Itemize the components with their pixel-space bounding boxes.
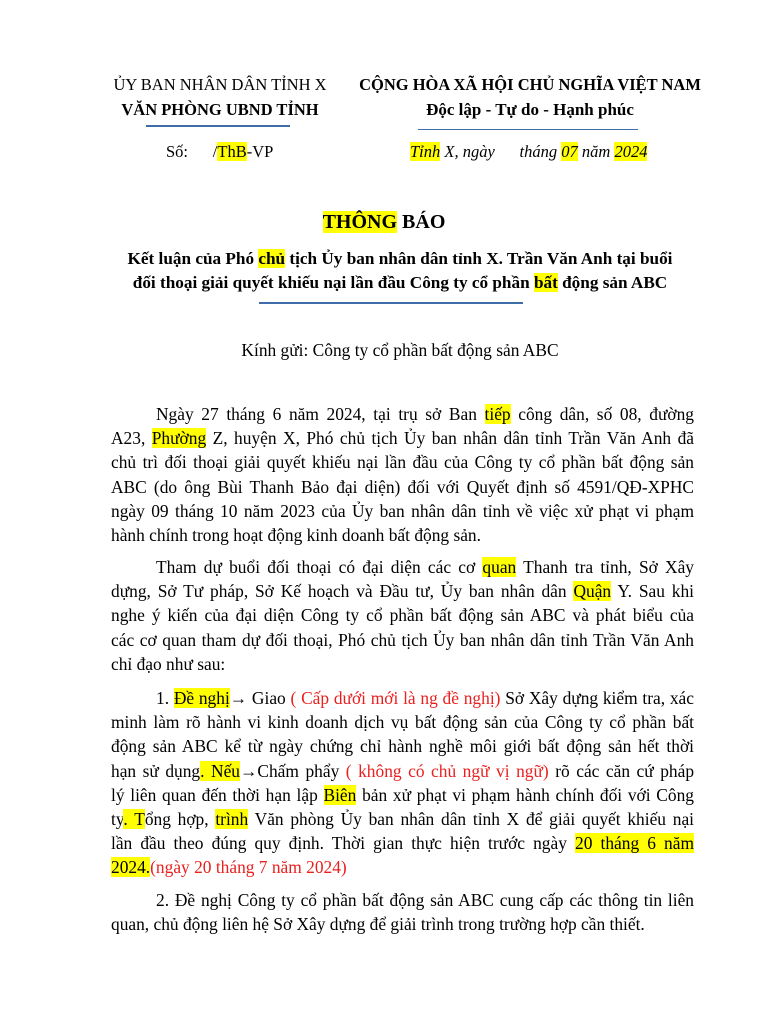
p3-l7b: 20 tháng 6 năm [575,833,694,854]
paragraph-1 [111,402,694,547]
p3-l6c: ổng hợp, [144,808,216,829]
p3-l4e: rõ các căn cứ pháp [548,760,695,781]
p3-l4c: →Chấm phẩy [240,760,346,781]
p3-l4a: hạn sử dụng [111,760,201,781]
p2-l2c: Y. Sau khi [611,581,694,602]
p3-l8b: (ngày 20 tháng 7 năm 2024) [150,857,347,878]
p1-l2c: Z, huyện X, Phó chủ tịch Ủy ban nhân dân tỉnh Trần Văn Anh đã [206,428,694,449]
p2-line-5: chỉ đạo như sau: [111,653,226,674]
motto-underline [418,129,638,130]
p3-l6e: Văn phòng Ủy ban nhân dân tỉnh X để giải quyết khiếu nại [248,808,694,829]
p3-l1a: 1. [156,688,174,708]
p1-line-1 [111,402,694,426]
p2-line-4: các cơ quan tham dự đối thoại, Phó chủ tịch Ủy ban nhân dân tỉnh Trần Văn Anh [111,629,694,650]
document-title [0,211,768,234]
p1-line-6: hành chính trong hoạt động kinh doanh bất động sản. [111,524,481,545]
place-and-date [410,142,647,162]
date-month: 07 [561,142,578,161]
subtitle-1c: tịch Ủy ban nhân dân tỉnh X. Trần Văn Anh tại buổi [285,249,673,268]
p1-l2b: Phường [151,428,207,449]
date-mid: X, ngày tháng [440,142,562,161]
p3-l1d: ( Cấp dưới mới là ng đề nghị) [290,688,501,708]
p3-l6b: . T [123,808,145,829]
recipient-line: Kính gửi: Công ty cổ phần bất động sản ABC [241,340,559,360]
p2-line-3: nghe ý kiến của đại diện Công ty cổ phần bất động sản ABC và phát biểu của [111,605,694,626]
p3-line-3: động sản ABC kể từ ngày chứng chỉ hành nghề môi giới bất động sản hết thời [111,736,694,757]
subtitle-2b: bất [533,273,558,292]
p3-l1c: → Giao [229,688,291,708]
title-word-2: BÁO [397,211,446,233]
document-subtitle-line-2 [0,273,768,293]
national-motto: Độc lập - Tự do - Hạnh phúc [426,100,634,119]
subtitle-underline [259,302,523,304]
date-year: 2024 [614,142,648,161]
p1-l2a: A23, [111,428,152,449]
paragraph-3 [111,686,694,880]
p3-line-6 [111,807,694,831]
p3-l5b: Biên [323,784,357,805]
ref-suffix: -VP [246,142,274,161]
p2-l1a: Tham dự buổi đối thoại có đại diện các cơ [156,557,483,577]
p3-l1e: Sở Xây dựng kiểm tra, xác [500,688,694,708]
p1-l1a: Ngày 27 tháng 6 năm 2024, tại trụ sở Ban [156,404,485,424]
date-place: Tỉnh [410,142,441,161]
p2-l2a: dựng, Sở Tư pháp, Sở Kế hoạch và Đầu tư, Ủy ban nhân dân [111,581,574,602]
title-word-1: THÔNG [322,211,398,233]
p3-l8a: 2024. [111,857,151,878]
p2-line-1 [111,555,694,579]
p4-line-2: quan, chủ động liên hệ Sở Xây dựng để giải trình trong trường hợp cần thiết. [111,914,645,935]
p3-l5c: bản xử phạt vi phạm hành chính đối với Công [356,784,694,805]
p3-l5a: lý liên quan đến thời hạn lập [111,784,324,805]
p3-line-8 [111,855,694,879]
ref-prefix: Số: / [166,142,218,161]
p1-l1b: tiếp [484,404,511,424]
document-number [166,142,273,162]
p3-line-1 [111,686,694,710]
p3-l4b: . Nếu [200,760,240,781]
p3-l1b: Đề nghị [173,688,230,708]
p3-line-7 [111,831,694,855]
p3-l6a: ty [111,808,124,829]
p3-line-2: minh làm rõ hành vi kinh doanh dịch vụ bất động sản của Công ty cổ phần bất [111,712,694,733]
p2-l2b: Quận [573,581,612,602]
issuer-underline [146,125,290,127]
p4-line-1: 2. Đề nghị Công ty cổ phần bất động sản ABC cung cấp các thông tin liên [156,890,694,910]
p1-l1c: công dân, số 08, đường [510,404,694,424]
p3-line-5 [111,783,694,807]
paragraph-4 [111,888,694,936]
national-title: CỘNG HÒA XÃ HỘI CHỦ NGHĨA VIỆT NAM [359,75,701,94]
subtitle-2c: động sản ABC [557,273,668,292]
p1-line-2 [111,426,694,450]
p2-l1c: Thanh tra tỉnh, Sở Xây [516,557,695,577]
p3-line-4 [111,759,694,783]
p1-line-5: ngày 09 tháng 10 năm 2023 của Ủy ban nhân dân tỉnh về việc xử phạt vi phạm [111,500,694,521]
p2-l1b: quan [482,557,517,577]
document-subtitle-line-1 [0,249,768,269]
subtitle-1b: chủ [258,249,286,268]
subtitle-1a: Kết luận của Phó [127,249,259,268]
p2-line-2 [111,579,694,603]
date-year-label: năm [577,142,615,161]
p1-line-4: ABC (do ông Bùi Thanh Bảo đại diện) đối với Quyết định số 4591/QĐ-XPHC [111,476,694,497]
issuer-authority: ỦY BAN NHÂN DÂN TỈNH X [113,75,327,94]
p1-line-3: chủ trì đối thoại giải quyết khiếu nại lần đầu của Công ty cổ phần bất động sản [111,452,694,473]
ref-code: ThB [217,142,247,161]
p3-l4d: ( không có chủ ngữ vị ngữ) [345,760,549,781]
subtitle-2a: đối thoại giải quyết khiếu nại lần đầu Công ty cổ phần [132,273,534,292]
p3-l7a: lần đầu theo đúng quy định. Thời gian thực hiện trước ngày [111,833,576,854]
p3-l6d: trình [215,808,249,829]
issuer-office: VĂN PHÒNG UBND TỈNH [121,100,319,119]
paragraph-2 [111,555,694,676]
